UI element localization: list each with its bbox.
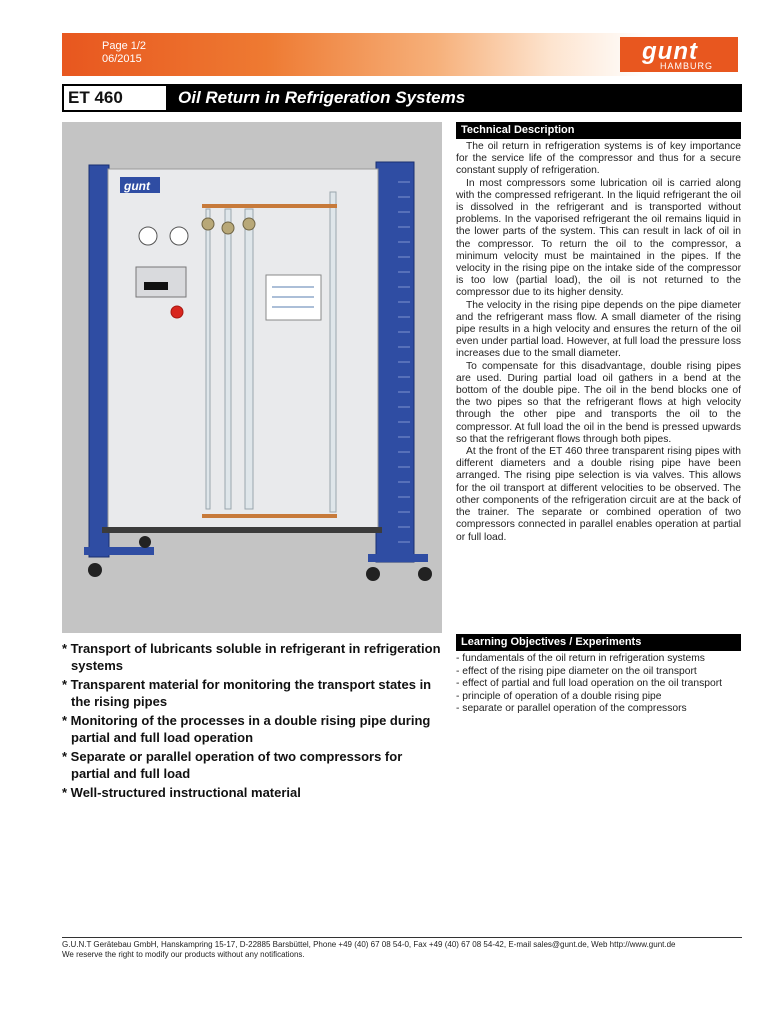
feature-item: * Monitoring of the processes in a double rising pipe during partial and full load operation	[62, 713, 431, 745]
objectives-heading: Learning Objectives / Experiments	[456, 634, 741, 651]
wheel-icon	[139, 536, 151, 548]
wheel-icon	[88, 563, 102, 577]
objective-item: - effect of the rising pipe diameter on the oil transport	[456, 665, 697, 677]
objective-item: - fundamentals of the oil return in refrigeration systems	[456, 653, 705, 664]
wheel-icon	[418, 567, 432, 581]
description-paragraph: At the front of the ET 460 three transparent rising pipes with different diameters and a double rising pipe have been arranged. The rising pipe selection is via valves. This allows for the oil transport at different velocities to be observed. The other components of the refrigeration circuit are at the back of the trainer. The separate or combined operation of two compressors connected in parallel enables operation at partial or full load.	[456, 446, 741, 543]
footer-contact: G.U.N.T Gerätebau GmbH, Hanskampring 15-17, D-22885 Barsbüttel, Phone +49 (40) 67 08 54-0, Fax +49 (40) 67 08 54-42, E-mail sales@gunt.de, Web http://www.gunt.de	[62, 940, 676, 949]
left-column	[89, 165, 109, 557]
pressure-gauge-left	[139, 227, 157, 245]
objective-item: - separate or parallel operation of the compressors	[456, 703, 687, 714]
rising-pipe-2	[225, 209, 231, 509]
product-code: ET 460	[64, 86, 166, 110]
valve-1	[202, 218, 214, 230]
description-paragraph: The velocity in the rising pipe depends on the pipe diameter and the refrigerant mass flow. A small diameter of the rising pipe results in a high velocity and ensures the return of the oil even under partial load. However, at full load the pressure loss increases due to the small diameter.	[456, 299, 741, 360]
wheel-icon	[366, 567, 380, 581]
double-rising-pipe	[330, 192, 336, 512]
page-meta	[102, 40, 146, 66]
gunt-logo	[620, 37, 738, 72]
objectives-list	[456, 653, 741, 716]
logo-city: HAMBURG	[660, 61, 714, 71]
valve-3	[243, 218, 255, 230]
right-foot	[368, 554, 428, 562]
trainer-illustration	[62, 122, 442, 633]
valve-2	[222, 222, 234, 234]
description-paragraph: In most compressors some lubrication oil is carried along with the compressed refrigerant. In the liquid refrigerant the oil is dissolved in the refrigerant and is transported without problems. In the vaporised refrigerant the oil remains liquid in the lower parts of the system. This can result in lack of oil in the compressor. To return the oil to the compressor, a minimum velocity must be maintained in the pipes. If the velocity in the rising pipe on the intake side of the compressor is too low (partial load), the oil is not returned to the compressor due to its higher density.	[456, 177, 741, 299]
objective-item: - effect of partial and full load operation on the oil transport	[456, 678, 722, 689]
description-paragraph: The oil return in refrigeration systems is of key importance for the service life of the compressor and thus for a secure constant supply of refrigeration.	[456, 141, 741, 177]
feature-item: * Transparent material for monitoring the transport states in the rising pipes	[62, 677, 432, 709]
footer	[62, 940, 752, 960]
feature-item: * Well-structured instructional material	[62, 785, 301, 800]
feature-item: * Transport of lubricants soluble in refrigerant in refrigeration systems	[62, 641, 441, 673]
header-banner	[62, 33, 742, 76]
page-number: Page 1/2	[102, 40, 147, 52]
product-photo	[62, 122, 442, 633]
objective-item: - principle of operation of a double rising pipe	[456, 690, 662, 702]
left-foot	[84, 547, 154, 555]
digital-display	[144, 282, 168, 290]
page-title: Oil Return in Refrigeration Systems	[178, 88, 466, 107]
copper-pipe-top	[202, 204, 337, 208]
rising-pipe-1	[206, 209, 210, 509]
pressure-gauge-right	[170, 227, 188, 245]
base-frame	[102, 527, 382, 533]
technical-description	[456, 141, 741, 544]
copper-pipe-bottom	[202, 514, 337, 518]
footer-disclaimer: We reserve the right to modify our products without any notifications.	[62, 950, 305, 959]
technical-heading: Technical Description	[456, 122, 741, 139]
logo-word: gunt	[642, 38, 698, 65]
feature-item: * Separate or parallel operation of two compressors for partial and full load	[62, 749, 403, 781]
rising-pipe-3	[245, 209, 253, 509]
footer-rule	[62, 937, 742, 938]
panel-logo: gunt	[124, 179, 150, 193]
title-bar	[62, 84, 742, 112]
page-date: 06/2015	[102, 53, 142, 65]
description-paragraph: To compensate for this disadvantage, double rising pipes are used. During partial load oil gathers in a bend at the bottom of the double pipe. The oil in the bend blocks one of the two pipes so that the refrigerant flows at high velocity through the other pipe and transports the oil to the compressor. At full load the oil in the bend is pressed upwards so that the refrigerant flows through both pipes.	[456, 360, 741, 445]
emergency-stop-icon	[171, 306, 183, 318]
feature-list	[62, 640, 442, 803]
